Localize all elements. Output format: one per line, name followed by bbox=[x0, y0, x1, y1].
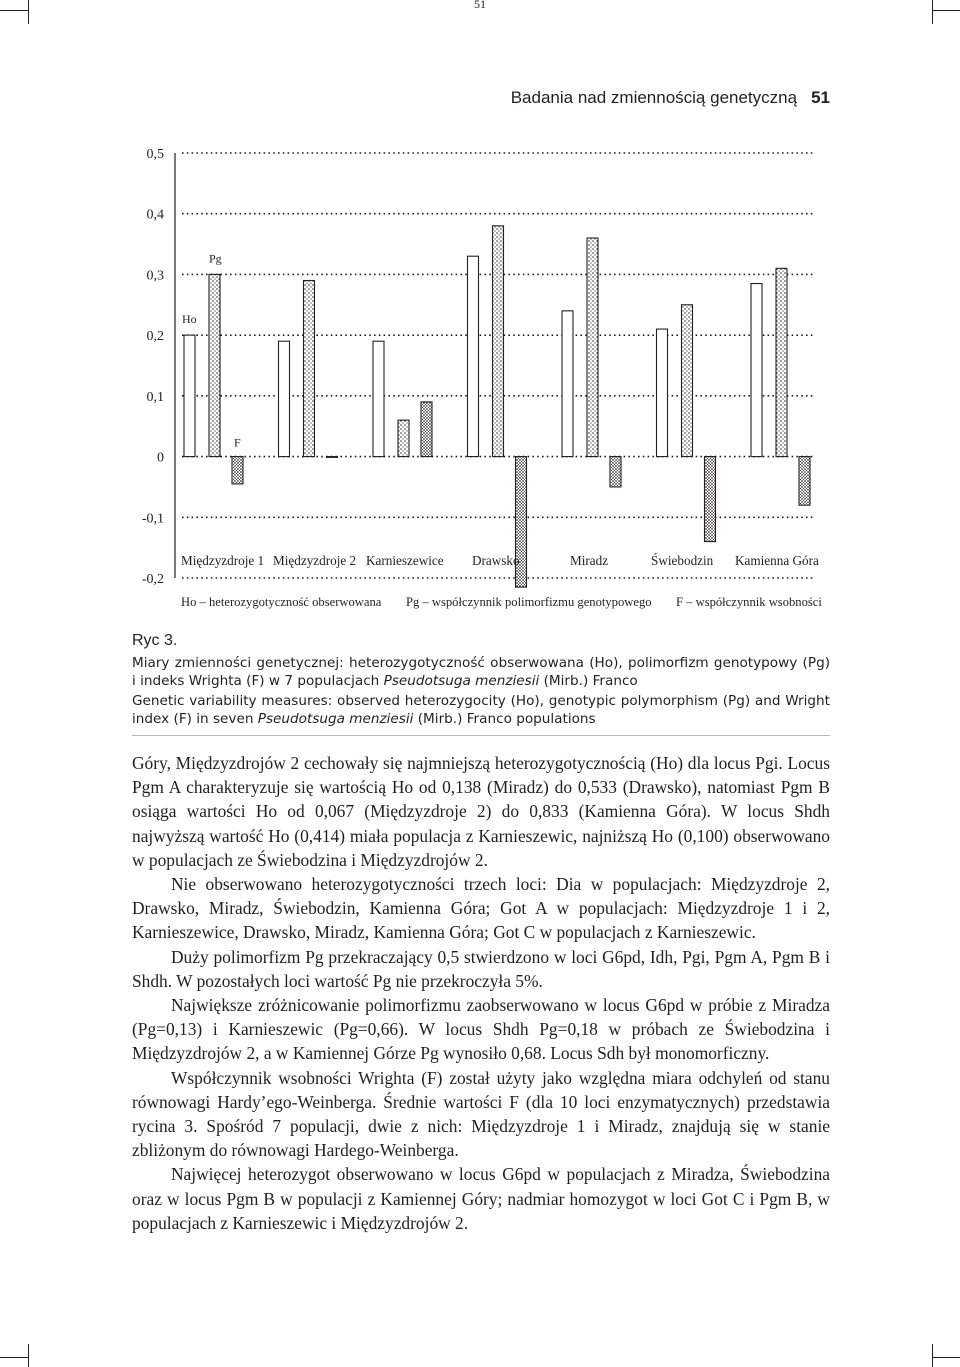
y-tick-label: 0,2 bbox=[146, 329, 164, 345]
y-tick-label: 0 bbox=[157, 450, 164, 466]
figure-label: Ryc 3. bbox=[132, 632, 178, 649]
paragraph: Najwięcej heterozygot obserwowano w locus G6pd w populacjach z Miradza, Świebodzina oraz w locus Pgm B w populacji z Kamiennej Góry; nadmiar homozygot w loci Got C i Pgm B, w populacjach z Karnieszewic i Międzyzdrojów 2. bbox=[132, 1164, 830, 1233]
category-label: Kamienna Góra bbox=[735, 553, 819, 568]
bar-ho-2 bbox=[279, 341, 290, 456]
bar-f-2 bbox=[327, 457, 338, 458]
crop-mark-br-v bbox=[932, 1344, 933, 1367]
paragraph: Nie obserwowano heterozygotyczności trzech loci: Dia w populacjach: Międzyzdroje 2, Drawsko, Miradz, Świebodzin, Kamienna Góra; Got A w populacjach: Międzyzdroje 1 i 2, Karnieszewice, Drawsko, Miradz, Kamienna Góra; Got C w populacjach z Karnieszewic. bbox=[132, 874, 830, 943]
bar-pg-5 bbox=[587, 238, 598, 457]
bar-pg-3 bbox=[398, 420, 409, 456]
category-label: Międzyzdroje 1 bbox=[181, 553, 265, 568]
chart-labels bbox=[142, 147, 823, 609]
figure-chart bbox=[0, 0, 960, 625]
page-number: 51 bbox=[474, 0, 486, 11]
bar-ho-3 bbox=[373, 341, 384, 456]
y-tick-label: 0,3 bbox=[146, 268, 164, 284]
running-head-title: Badania nad zmiennością genetyczną bbox=[510, 88, 798, 107]
bar-ho-5 bbox=[562, 311, 573, 457]
y-tick-label: -0,1 bbox=[141, 511, 164, 527]
caption-divider bbox=[132, 735, 830, 736]
crop-mark-bl-h bbox=[0, 1357, 28, 1358]
bar-f-1 bbox=[232, 457, 243, 484]
category-label: Karnieszewice bbox=[366, 553, 444, 568]
legend-entry: Pg – współczynnik polimorfizmu genotypowego bbox=[406, 595, 652, 609]
legend-entry: F – współczynnik wsobności bbox=[676, 595, 822, 609]
y-tick-label: -0,2 bbox=[141, 572, 164, 587]
bar-ho-7 bbox=[751, 284, 762, 457]
series-label-f: F bbox=[234, 435, 241, 450]
category-label: Międzyzdroje 2 bbox=[273, 553, 357, 568]
bar-ho-1 bbox=[184, 335, 195, 456]
paragraph: Współczynnik wsobności Wrighta (F) został użyty jako względna miara odchyleń od stanu równowagi Hardy’ego-Weinberga. Średnie wartości F (dla 10 loci enzymatycznych) przedstawia rycina 3. Spośród 7 populacji, dwie z nich: Międzyzdroje 1 i Miradz, znajdują się w stanie zbliżonym do równowagi Hardego-Weinberga. bbox=[132, 1067, 830, 1161]
bars bbox=[184, 226, 810, 587]
y-tick-label: 0,1 bbox=[146, 389, 164, 405]
bar-ho-4 bbox=[468, 256, 479, 456]
caption-english: Genetic variability measures: observed heterozygocity (Ho), genotypic polymorphism (Pg) and Wright index (F) in seven Pseudotsuga menziesii (Mirb.) Franco populations bbox=[132, 693, 830, 727]
paragraph: Duży polimorfizm Pg przekraczający 0,5 stwierdzono w loci G6pd, Idh, Pgi, Pgm A, Pgm B i Shdh. W pozostałych loci wartość Pg nie przekroczyła 5%. bbox=[132, 946, 830, 991]
y-tick-label: 0,4 bbox=[146, 207, 164, 223]
caption-species-pl: Pseudotsuga menziesii bbox=[383, 673, 540, 689]
caption-polish: Miary zmienności genetycznej: heterozygotyczność obserwowana (Ho), polimorfizm genotypowy (Pg) i indeks Wrighta (F) w 7 populacjach Pseudotsuga menziesii (Mirb.) Franco bbox=[132, 655, 830, 689]
bar-f-3 bbox=[421, 402, 432, 457]
series-label-ho: Ho bbox=[182, 312, 197, 327]
crop-mark-bl-v bbox=[28, 1344, 29, 1367]
paragraph: Największe zróżnicowanie polimorfizmu zaobserwowano w locus G6pd w próbie z Miradza (Pg=0,13) i Karnieszewic (Pg=0,66). W locus Shdh Pg=0,18 w próbach ze Świebodzina i Międzyzdrojów 2, a w Kamiennej Górze Pg wynosiło 0,68. Locus Sdh był monomorficzny. bbox=[132, 995, 830, 1064]
bar-pg-1 bbox=[209, 274, 220, 456]
bar-ho-6 bbox=[657, 329, 668, 457]
legend-entry: Ho – heterozygotyczność obserwowana bbox=[181, 595, 382, 609]
bar-pg-2 bbox=[304, 281, 315, 457]
category-label: Miradz bbox=[570, 553, 609, 568]
bar-f-5 bbox=[610, 457, 621, 487]
category-label: Drawsko bbox=[472, 553, 520, 568]
y-tick-label: 0,5 bbox=[146, 147, 164, 162]
caption-species-en: Pseudotsuga menziesii bbox=[257, 711, 414, 727]
bar-f-7 bbox=[799, 457, 810, 506]
series-label-pg: Pg bbox=[209, 251, 222, 266]
bar-pg-6 bbox=[682, 305, 693, 457]
body-text bbox=[132, 751, 830, 1235]
bar-pg-7 bbox=[776, 268, 787, 456]
category-label: Świebodzin bbox=[651, 553, 714, 568]
paragraph: Góry, Międzyzdrojów 2 cechowały się najmniejszą heterozygotycznością (Ho) dla locus Pgi. Locus Pgm A charakteryzuje się wartością Ho od 0,138 (Miradz) do 0,533 (Drawsko), natomiast Pgm B osiąga wartości Ho od 0,067 (Międzyzdroje 2) do 0,833 (Kamienna Góra). W locus Shdh najwyższą wartość Ho (0,414) miała populacja z Karnieszewic, najniższą Ho (0,100) obserwowano w populacjach ze Świebodzina i Międzyzdrojów 2. bbox=[132, 753, 830, 870]
figure-caption bbox=[132, 632, 830, 728]
bar-pg-4 bbox=[493, 226, 504, 457]
running-head-number: 51 bbox=[811, 88, 830, 107]
crop-mark-br-h bbox=[932, 1357, 960, 1358]
bar-f-6 bbox=[705, 457, 716, 542]
